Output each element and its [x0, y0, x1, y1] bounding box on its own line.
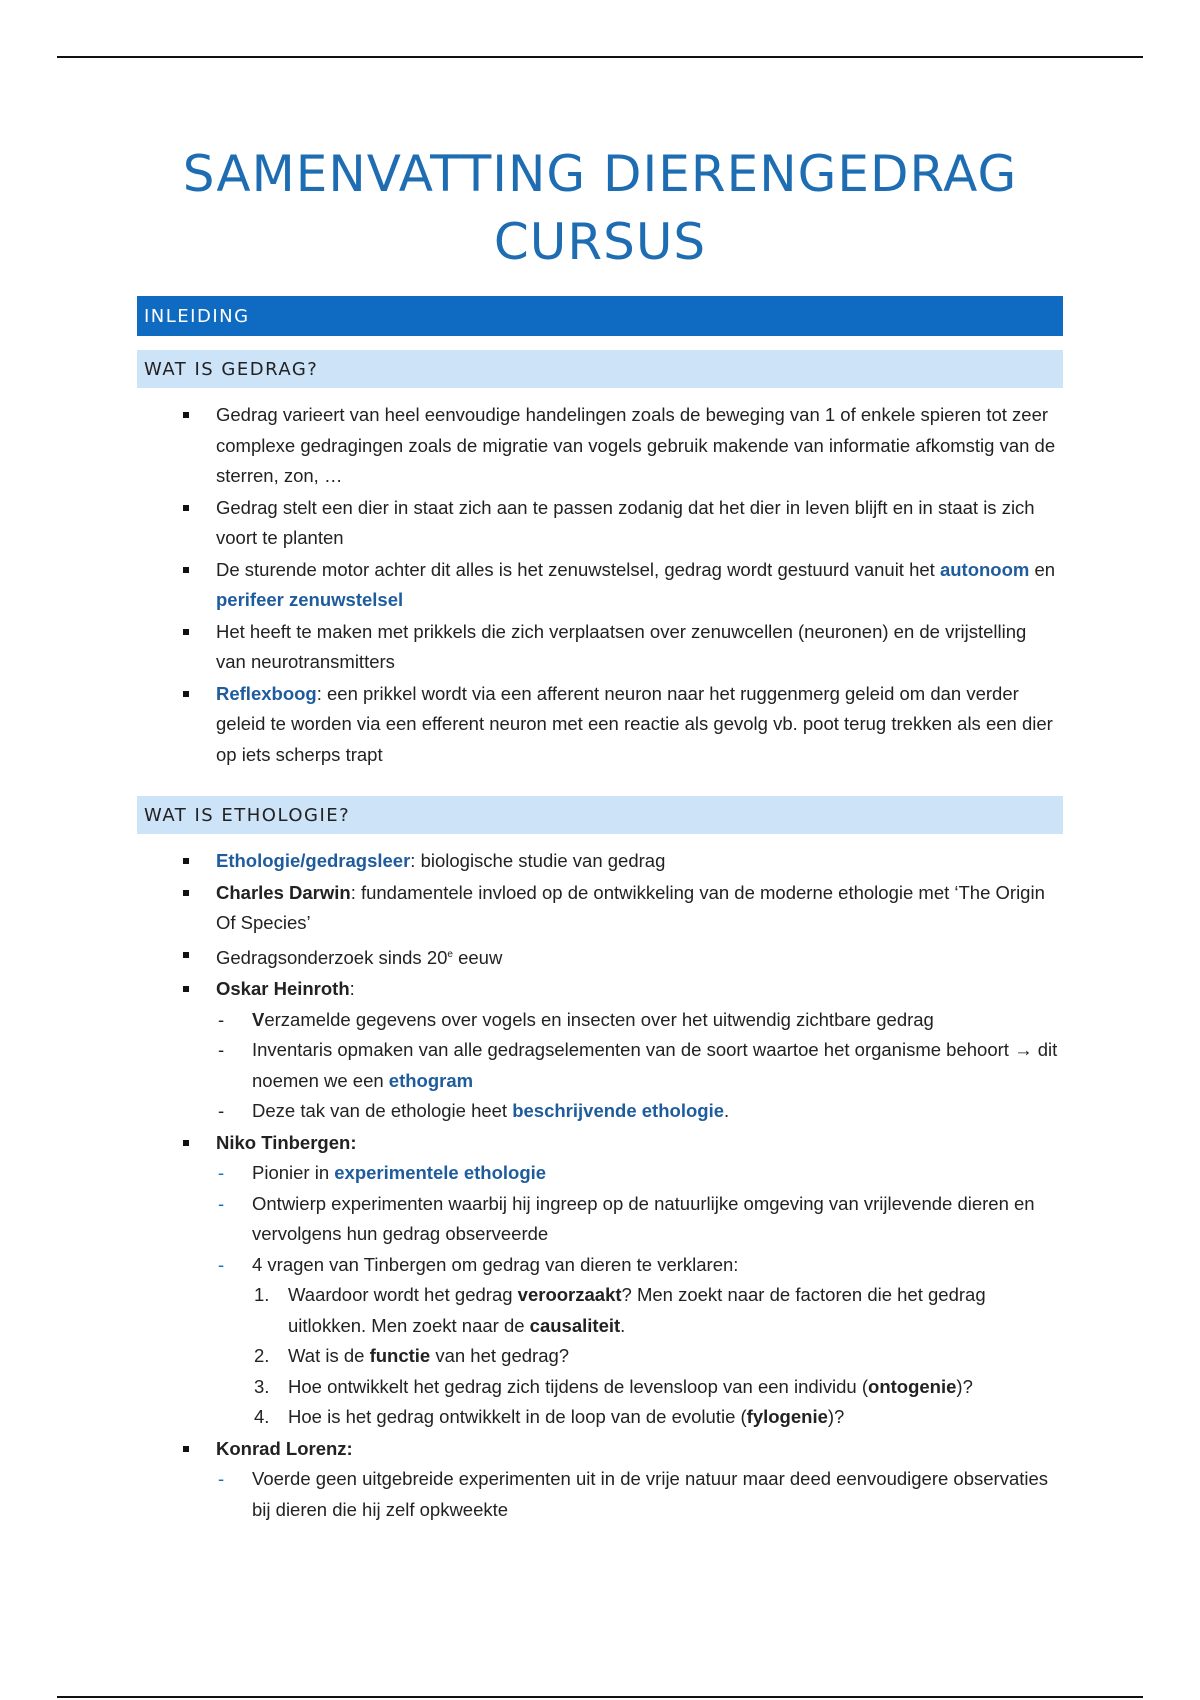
dash-icon: -: [218, 1253, 225, 1275]
list-item: Gedragsonderzoek sinds 20e eeuw: [137, 940, 1063, 974]
list-item: Het heeft te maken met prikkels die zich verplaatsen over zenuwcellen (neuronen) en de vrijstelling van neurotransmitters: [137, 617, 1063, 678]
question-item: 1. Waardoor wordt het gedrag veroorzaakt? Men zoekt naar de factoren die het gedrag uitlokken. Men zoekt naar de causaliteit.: [254, 1284, 986, 1336]
bullet-icon: [183, 1140, 189, 1146]
ethologie-list: [137, 846, 1063, 1525]
term-autonoom: autonoom: [939, 558, 1030, 580]
dash-icon: -: [218, 1162, 225, 1184]
document-page: [137, 140, 1063, 1526]
name-oskar-heinroth: Oskar Heinroth: [216, 978, 350, 1000]
term-ethogram: ethogram: [388, 1069, 474, 1091]
tinbergen-questions: [252, 1280, 1059, 1433]
name-charles-darwin: Charles Darwin: [216, 881, 351, 903]
list-item: De sturende motor achter dit alles is het zenuwstelsel, gedrag wordt gestuurd vanuit het autonoom en perifeer zenuwstelsel: [137, 555, 1063, 616]
term-perifeer-zenuwstelsel: perifeer zenuwstelsel: [216, 589, 404, 610]
list-item: Ethologie/gedragsleer: biologische studie van gedrag: [137, 846, 1063, 877]
sub-list-item: - Voerde geen uitgebreide experimenten uit in de vrije natuur maar deed eenvoudigere observaties bij dieren die hij zelf opkweekte: [216, 1464, 1059, 1525]
term-reflexboog: Reflexboog: [216, 682, 317, 704]
bullet-icon: [183, 691, 189, 697]
lorenz-sublist: [216, 1464, 1059, 1525]
sub-list-item: - Inventaris opmaken van alle gedragselementen van de soort waartoe het organisme behoort → dit noemen we een ethogram: [216, 1035, 1059, 1096]
term-ethologie: Ethologie/gedragsleer: [216, 850, 411, 871]
name-konrad-lorenz: Konrad Lorenz:: [216, 1437, 353, 1459]
bullet-icon: [183, 986, 189, 992]
dash-icon: -: [218, 1008, 225, 1030]
bullet-icon: [183, 1446, 189, 1452]
question-item: 4. Hoe is het gedrag ontwikkelt in de loop van de evolutie (fylogenie)?: [254, 1406, 845, 1428]
dash-icon: -: [218, 1192, 225, 1214]
bullet-icon: [183, 890, 189, 896]
footer-rule: [57, 1696, 1143, 1698]
list-item: Charles Darwin: fundamentele invloed op de ontwikkeling van de moderne ethologie met ‘The Origin Of Species’: [137, 878, 1063, 939]
header-rule: [57, 56, 1143, 58]
term-experimentele-ethologie: experimentele ethologie: [334, 1162, 547, 1184]
heinroth-sublist: [216, 1005, 1059, 1127]
document-title: [137, 140, 1063, 276]
bullet-icon: [183, 952, 189, 958]
bullet-icon: [183, 858, 189, 864]
list-item-lorenz: [137, 1434, 1063, 1526]
heading-inleiding: INLEIDING: [137, 296, 1063, 336]
term-beschrijvende-ethologie: beschrijvende ethologie: [512, 1100, 724, 1122]
sub-list-item: - Pionier in experimentele ethologie: [216, 1158, 1059, 1189]
gedrag-list: [137, 400, 1063, 770]
list-item-heinroth: Oskar Heinroth: - Verzamelde gegevens over vogels en insecten over het uitwendig zichtbare gedrag - Inventaris opmaken van alle gedragselementen van de soort waartoe het organisme behoort → dit noemen we een ethogram - Deze tak van de ethologie heet beschrijvende ethologie.: [137, 974, 1063, 1127]
heading-wat-is-ethologie: WAT IS ETHOLOGIE?: [137, 796, 1063, 834]
sub-list-item: - Deze tak van de ethologie heet beschrijvende ethologie.: [216, 1096, 1059, 1127]
question-item: 2. Wat is de functie van het gedrag?: [254, 1345, 570, 1367]
dash-icon: -: [218, 1468, 225, 1490]
bullet-icon: [183, 412, 189, 418]
dash-icon: -: [218, 1100, 225, 1122]
list-item: Gedrag stelt een dier in staat zich aan te passen zodanig dat het dier in leven blijft en in staat is zich voort te planten: [137, 493, 1063, 554]
bullet-icon: [183, 505, 189, 511]
sub-list-item: - 4 vragen van Tinbergen om gedrag van dieren te verklaren: 1. Waardoor wordt het gedrag veroorzaakt? Men zoekt naar de factoren die het gedrag uitlokken. Men zoekt naar de causaliteit. 2. Wat is de functie van het gedrag? 3. Hoe ontwikkelt het gedrag zich tijdens de levensloop van een individu (ontogenie)? 4. Hoe is het gedrag ontwikkelt in de loop van de evolutie (fylogenie)?: [216, 1250, 1059, 1433]
dash-icon: -: [218, 1039, 225, 1061]
bullet-icon: [183, 629, 189, 635]
name-niko-tinbergen: Niko Tinbergen:: [216, 1131, 357, 1153]
list-item: Reflexboog: een prikkel wordt via een afferent neuron naar het ruggenmerg geleid om dan verder geleid te worden via een efferent neuron met een reactie als gevolg vb. poot terug trekken als een dier op iets scherps trapt: [137, 679, 1063, 771]
tinbergen-sublist: [216, 1158, 1059, 1433]
list-item-tinbergen: [137, 1128, 1063, 1433]
sub-list-item: - Verzamelde gegevens over vogels en insecten over het uitwendig zichtbare gedrag: [216, 1005, 1059, 1036]
question-item: 3. Hoe ontwikkelt het gedrag zich tijdens de levensloop van een individu (ontogenie)?: [254, 1375, 973, 1397]
title-line-2: CURSUS: [493, 213, 707, 271]
sub-list-item: - Ontwierp experimenten waarbij hij ingreep op de natuurlijke omgeving van vrijlevende dieren en vervolgens hun gedrag observeerde: [216, 1189, 1059, 1250]
list-item: Gedrag varieert van heel eenvoudige handelingen zoals de beweging van 1 of enkele spieren tot zeer complexe gedragingen zoals de migratie van vogels gebruik makende van informatie afkomstig van de sterren, zon, …: [137, 400, 1063, 492]
bullet-icon: [183, 567, 189, 573]
arrow-right-icon: →: [1014, 1039, 1033, 1061]
heading-wat-is-gedrag: WAT IS GEDRAG?: [137, 350, 1063, 388]
title-line-1: SAMENVATTING DIERENGEDRAG: [182, 145, 1018, 203]
